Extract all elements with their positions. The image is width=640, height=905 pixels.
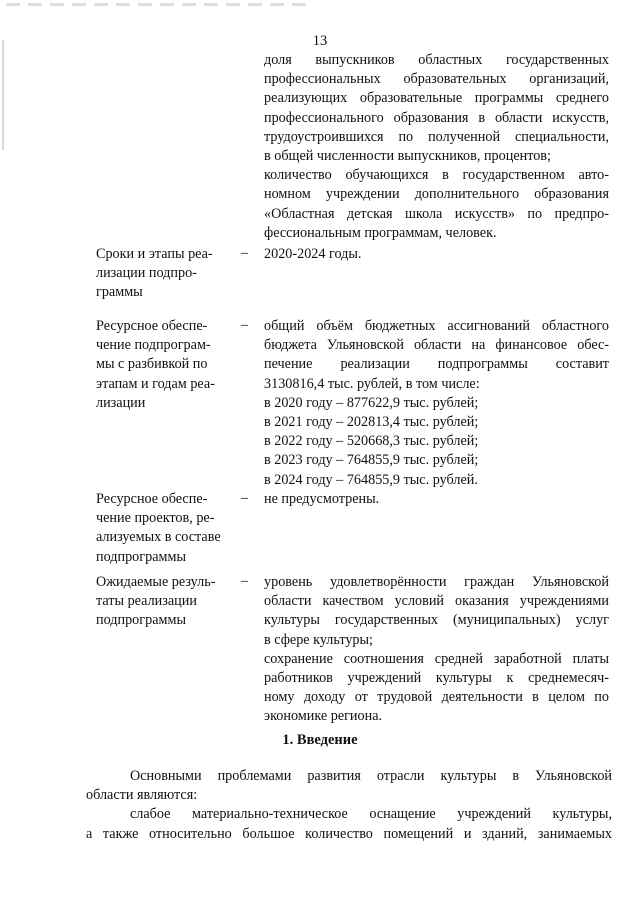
value-line: печение реализации подпрограммы составит <box>264 356 609 373</box>
text-line: «Областная детская школа искусств» по предпро- <box>264 205 609 222</box>
text-line: фессиональным программам, человек. <box>264 224 497 241</box>
value-line: в 2021 году – 202813,4 тыс. рублей; <box>264 414 479 431</box>
text-line: доля выпускников областных государственных <box>264 52 609 68</box>
label-line: Ресурсное обеспе- <box>96 491 208 507</box>
scan-artifact-top <box>6 3 306 6</box>
value-line: ному доходу от трудовой деятельности в целом по <box>264 689 609 706</box>
text-line: номном учреждении дополнительного образования <box>264 186 609 203</box>
value-line: области качеством условий оказания учреждениями <box>264 593 609 610</box>
value-line: в сфере культуры; <box>264 631 373 648</box>
value-line: в 2020 году – 877622,9 тыс. рублей; <box>264 394 479 411</box>
row-dash: – <box>241 317 249 333</box>
section-heading: 1. Введение <box>282 732 358 748</box>
label-line: Ресурсное обеспе- <box>96 318 208 334</box>
value-line: 3130816,4 тыс. рублей, в том числе: <box>264 375 480 392</box>
value-line: бюджета Ульяновской области на финансовое обес- <box>264 337 609 354</box>
value-line: 2020-2024 годы. <box>264 246 362 262</box>
row-dash: – <box>241 490 249 506</box>
introduction-text <box>86 767 612 844</box>
label-line: чение подпрограм- <box>96 337 211 354</box>
label-line: мы с разбивкой по <box>96 356 208 373</box>
value-line: работников учреждений культуры к среднемесяч- <box>264 670 609 687</box>
value-line: в 2024 году – 764855,9 тыс. рублей. <box>264 471 478 488</box>
row-label-funding <box>96 317 249 413</box>
value-line: в 2023 году – 764855,9 тыс. рублей; <box>264 452 479 469</box>
row-dash: – <box>241 573 249 589</box>
page-number: 13 <box>312 33 328 49</box>
value-line: общий объём бюджетных ассигнований областного <box>264 318 609 334</box>
value-line: в 2022 году – 520668,3 тыс. рублей; <box>264 433 479 450</box>
scan-artifact-left <box>2 40 4 150</box>
row-value-results <box>264 573 609 727</box>
value-line: сохранение соотношения средней заработной платы <box>264 650 609 667</box>
text-line: профессионального образования в области искусств, <box>264 109 609 126</box>
row-label-projects <box>96 490 249 567</box>
value-line: уровень удовлетворённости граждан Ульяновской <box>264 574 609 590</box>
label-line: лизации подпро- <box>96 265 197 282</box>
row-label-timeline <box>96 245 249 303</box>
paragraph-line: а также относительно большое количество помещений и зданий, занимаемых <box>86 825 612 842</box>
text-line: количество обучающихся в государственном авто- <box>264 167 609 184</box>
label-line: подпрограммы <box>96 548 186 565</box>
text-line: профессиональных образовательных организаций, <box>264 71 609 88</box>
text-line: в общей численности выпускников, процентов; <box>264 148 551 165</box>
value-line: экономике региона. <box>264 708 383 725</box>
row-value-funding <box>264 317 609 490</box>
row-value-projects <box>264 490 609 509</box>
label-line: таты реализации <box>96 593 197 610</box>
label-line: граммы <box>96 284 143 301</box>
row-dash: – <box>241 245 249 261</box>
label-line: чение проектов, ре- <box>96 510 215 527</box>
text-line: реализующих образовательные программы среднего <box>264 90 609 107</box>
row-value-timeline <box>264 245 609 264</box>
value-line: культуры государственных (муниципальных) услуг <box>264 612 609 629</box>
label-line: Ожидаемые резуль- <box>96 574 216 590</box>
paragraph-line: слабое материально-техническое оснащение учреждений культуры, <box>130 806 612 823</box>
text-line: трудоустроившихся по полученной специальности, <box>264 128 609 145</box>
continued-indicators <box>264 51 609 243</box>
label-line: лизации <box>96 394 146 411</box>
row-label-results <box>96 573 249 631</box>
paragraph-line: Основными проблемами развития отрасли культуры в Ульяновской <box>130 768 612 784</box>
label-line: ализуемых в составе <box>96 529 221 546</box>
label-line: подпрограммы <box>96 612 186 629</box>
label-line: этапам и годам реа- <box>96 375 215 392</box>
label-line: Сроки и этапы реа- <box>96 246 213 262</box>
value-line: не предусмотрены. <box>264 491 380 507</box>
paragraph-line: области являются: <box>86 787 198 804</box>
